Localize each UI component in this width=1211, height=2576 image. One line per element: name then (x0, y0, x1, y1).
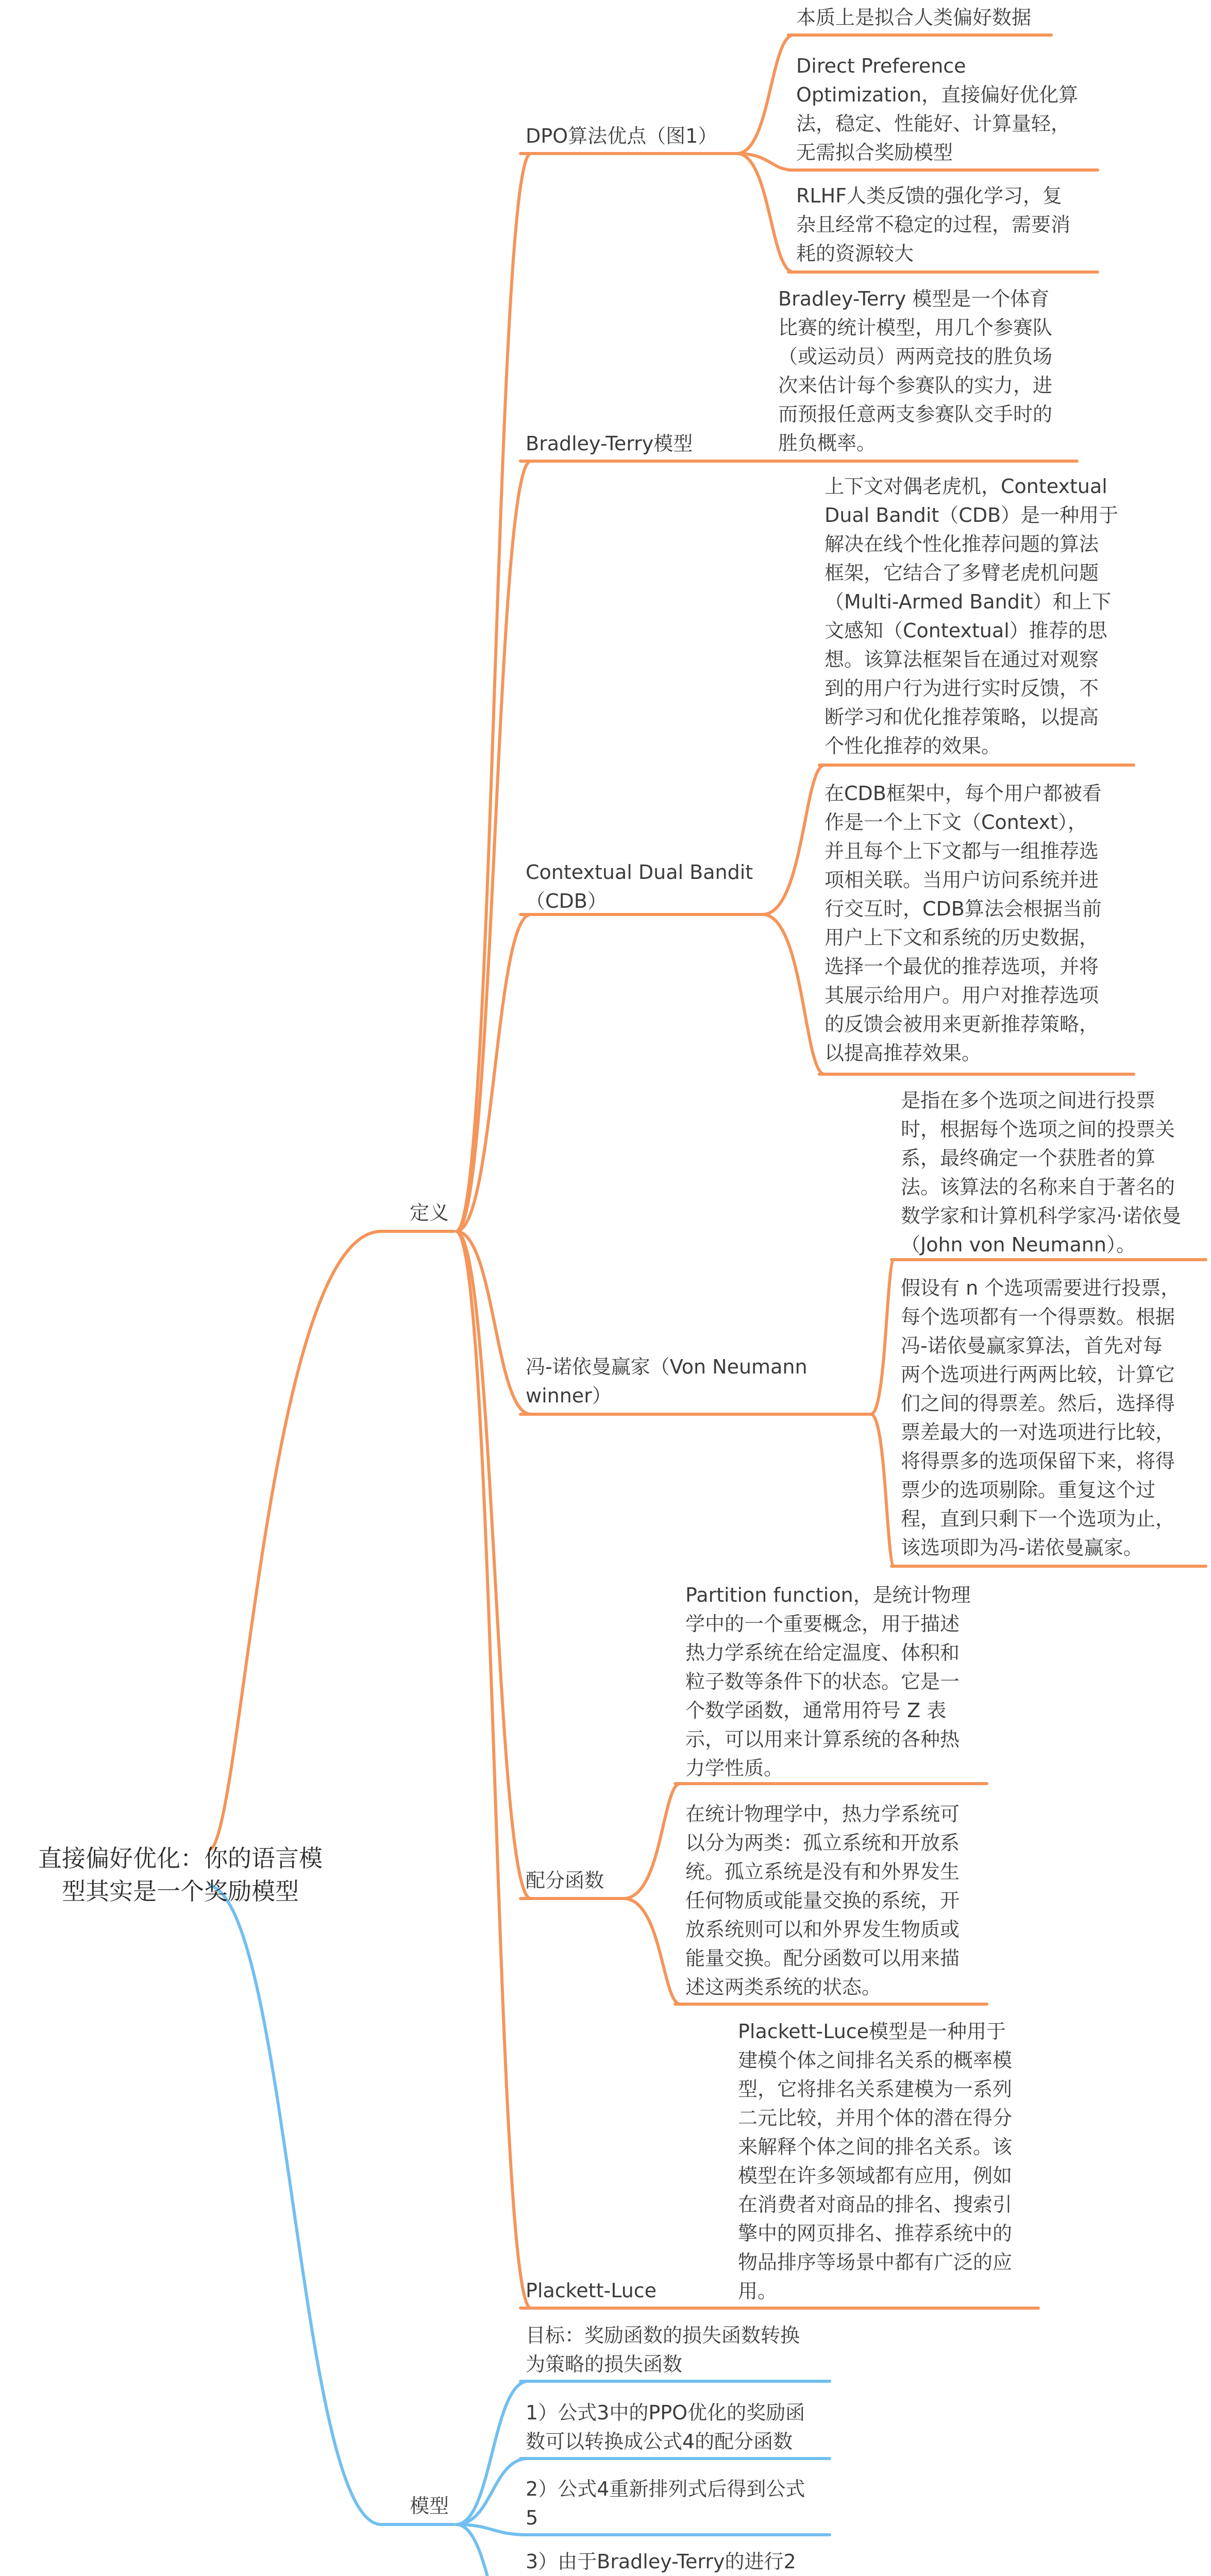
definition-to-cdb-line (456, 914, 531, 1231)
dpo-leaf3-line (737, 154, 794, 272)
plackett-node[interactable]: Plackett-Luce (526, 2279, 657, 2302)
bradley-node[interactable]: Bradley-Terry模型 (526, 432, 693, 455)
model-to-item2-line (456, 2459, 528, 2524)
partition-leaf2-line (624, 1899, 680, 2004)
dpo-leaf-3[interactable]: RLHF人类反馈的强化学习，复 杂且经常不稳定的过程，需要消 耗的资源较大 (796, 184, 1071, 265)
model-node[interactable]: 模型 (410, 2495, 449, 2517)
root-to-definition-line (210, 1231, 453, 1850)
partition-node[interactable]: 配分函数 (526, 1869, 604, 1892)
partition-leaf1-line (624, 1784, 680, 1899)
model-item-4[interactable]: 3）由于Bradley-Terry的进行2 (526, 2550, 796, 2573)
definition-to-plackett-line (456, 1231, 531, 2308)
vn-node[interactable]: 冯-诺依曼赢家（Von Neumann winner） (526, 1355, 808, 1407)
vn-leaf1-line (871, 1260, 894, 1414)
vn-leaf2-line (871, 1414, 894, 1566)
dpo-leaf-1[interactable]: 本质上是拟合人类偏好数据 (796, 6, 1032, 29)
dpo-node[interactable]: DPO算法优点（图1） (526, 125, 718, 147)
bradley-leaf-1[interactable]: Bradley-Terry 模型是一个体育 比赛的统计模型，用几个参赛队 （或运动员）两两竞技的胜负场 次来估计每个参赛队的实力，进 而预报任意两支参赛队交手时的 胜负概率。 (778, 287, 1053, 454)
partition-leaf-2[interactable]: 在统计物理学中，热力学系统可 以分为两类：孤立系统和开放系 统。孤立系统是没有和外界发生 任何物质或能量交换的系统，开 放系统则可以和外界发生物质或 能量交换。配分函数可以用来描 述这两类系统的状态。 (685, 1803, 960, 1998)
root-topic[interactable]: 直接偏好优化：你的语言模 型其实是一个奖励模型 (38, 1844, 323, 1905)
model-to-item1-line (456, 2381, 528, 2524)
definition-to-partition-line (456, 1231, 531, 1899)
vn-leaf-1[interactable]: 是指在多个选项之间进行投票 时，根据每个选项之间的投票关 系，最终确定一个获胜者的算 法。该算法的名称来自于著名的 数学家和计算机科学家冯·诺依曼 （John von Neumann）。 (901, 1089, 1182, 1256)
dpo-leaf1-line (737, 35, 794, 154)
model-item-2[interactable]: 1）公式3中的PPO优化的奖励函 数可以转换成公式4的配分函数 (526, 2401, 805, 2453)
partition-leaf-1[interactable]: Partition function，是统计物理 学中的一个重要概念，用于描述 热力学系统在给定温度、体积和 粒子数等条件下的状态。它是一 个数学函数，通常用符号 Z 表 示，可以用来计算系统的各种热 力学性质。 (685, 1584, 971, 1780)
dpo-leaf-2[interactable]: Direct Preference Optimization，直接偏好优化算 法，稳定、性能好、计算量轻， 无需拟合奖励模型 (796, 55, 1079, 164)
root-to-model-line (210, 1886, 453, 2524)
definition-node[interactable]: 定义 (410, 1201, 449, 1224)
model-to-item4-line (456, 2524, 528, 2576)
model-item-1[interactable]: 目标：奖励函数的损失函数转换 为策略的损失函数 (526, 2324, 800, 2376)
cdb-leaf2-line (763, 914, 825, 1074)
cdb-node[interactable]: Contextual Dual Bandit （CDB） (526, 861, 753, 912)
definition-to-bradley-line (456, 461, 531, 1231)
plackett-leaf-1[interactable]: Plackett-Luce模型是一种用于 建模个体之间排名关系的概率模 型，它将排名关系建模为一系列 二元比较，并用个体的潜在得分 来解释个体之间的排名关系。该 模型在许多领域都有应用，例如 在消费者对商品的排名、搜索引 擎中的网页排名、推荐系统中的 物品排序等场景中都有广泛的应 用。 (738, 2020, 1013, 2302)
cdb-leaf1-line (763, 765, 825, 914)
cdb-leaf-2[interactable]: 在CDB框架中，每个用户都被看 作是一个上下文（Context）， 并且每个上下文都与一组推荐选 项相关联。当用户访问系统并进 行交互时，CDB算法会根据当前 用户上下文和系统的历史数据， 选择一个最优的推荐选项，并将 其展示给用户。用户对推荐选项 的反馈会被用来更新推荐策略， 以提高推荐效果。 (825, 782, 1102, 1064)
vn-leaf-2[interactable]: 假设有 n 个选项需要进行投票， 每个选项都有一个得票数。根据 冯-诺依曼赢家算法，首先对每 两个选项进行两两比较，计算它 们之间的得票差。然后，选择得 票差最大的一对选项进行比较， 将得票多的选项保留下来，将得 票少的选项剔除。重复这个过 程，直到只剩下一个选项为止， 该选项即为冯-诺依曼赢家。 (901, 1277, 1181, 1559)
model-item-3[interactable]: 2）公式4重新排列式后得到公式 5 (526, 2478, 805, 2529)
watermark (853, 2571, 1194, 2576)
cdb-leaf-1[interactable]: 上下文对偶老虎机，Contextual Dual Bandit（CDB）是一种用于 解决在线个性化推荐问题的算法 框架，它结合了多臂老虎机问题 （Multi-Armed Bandit）和上下 文感知（Contextual）推荐的思 想。该算法框架旨在通过对观察 到的用户行为进行实时反馈，不 断学习和优化推荐策略，以提高 个性化推荐的效果。 (825, 475, 1119, 757)
